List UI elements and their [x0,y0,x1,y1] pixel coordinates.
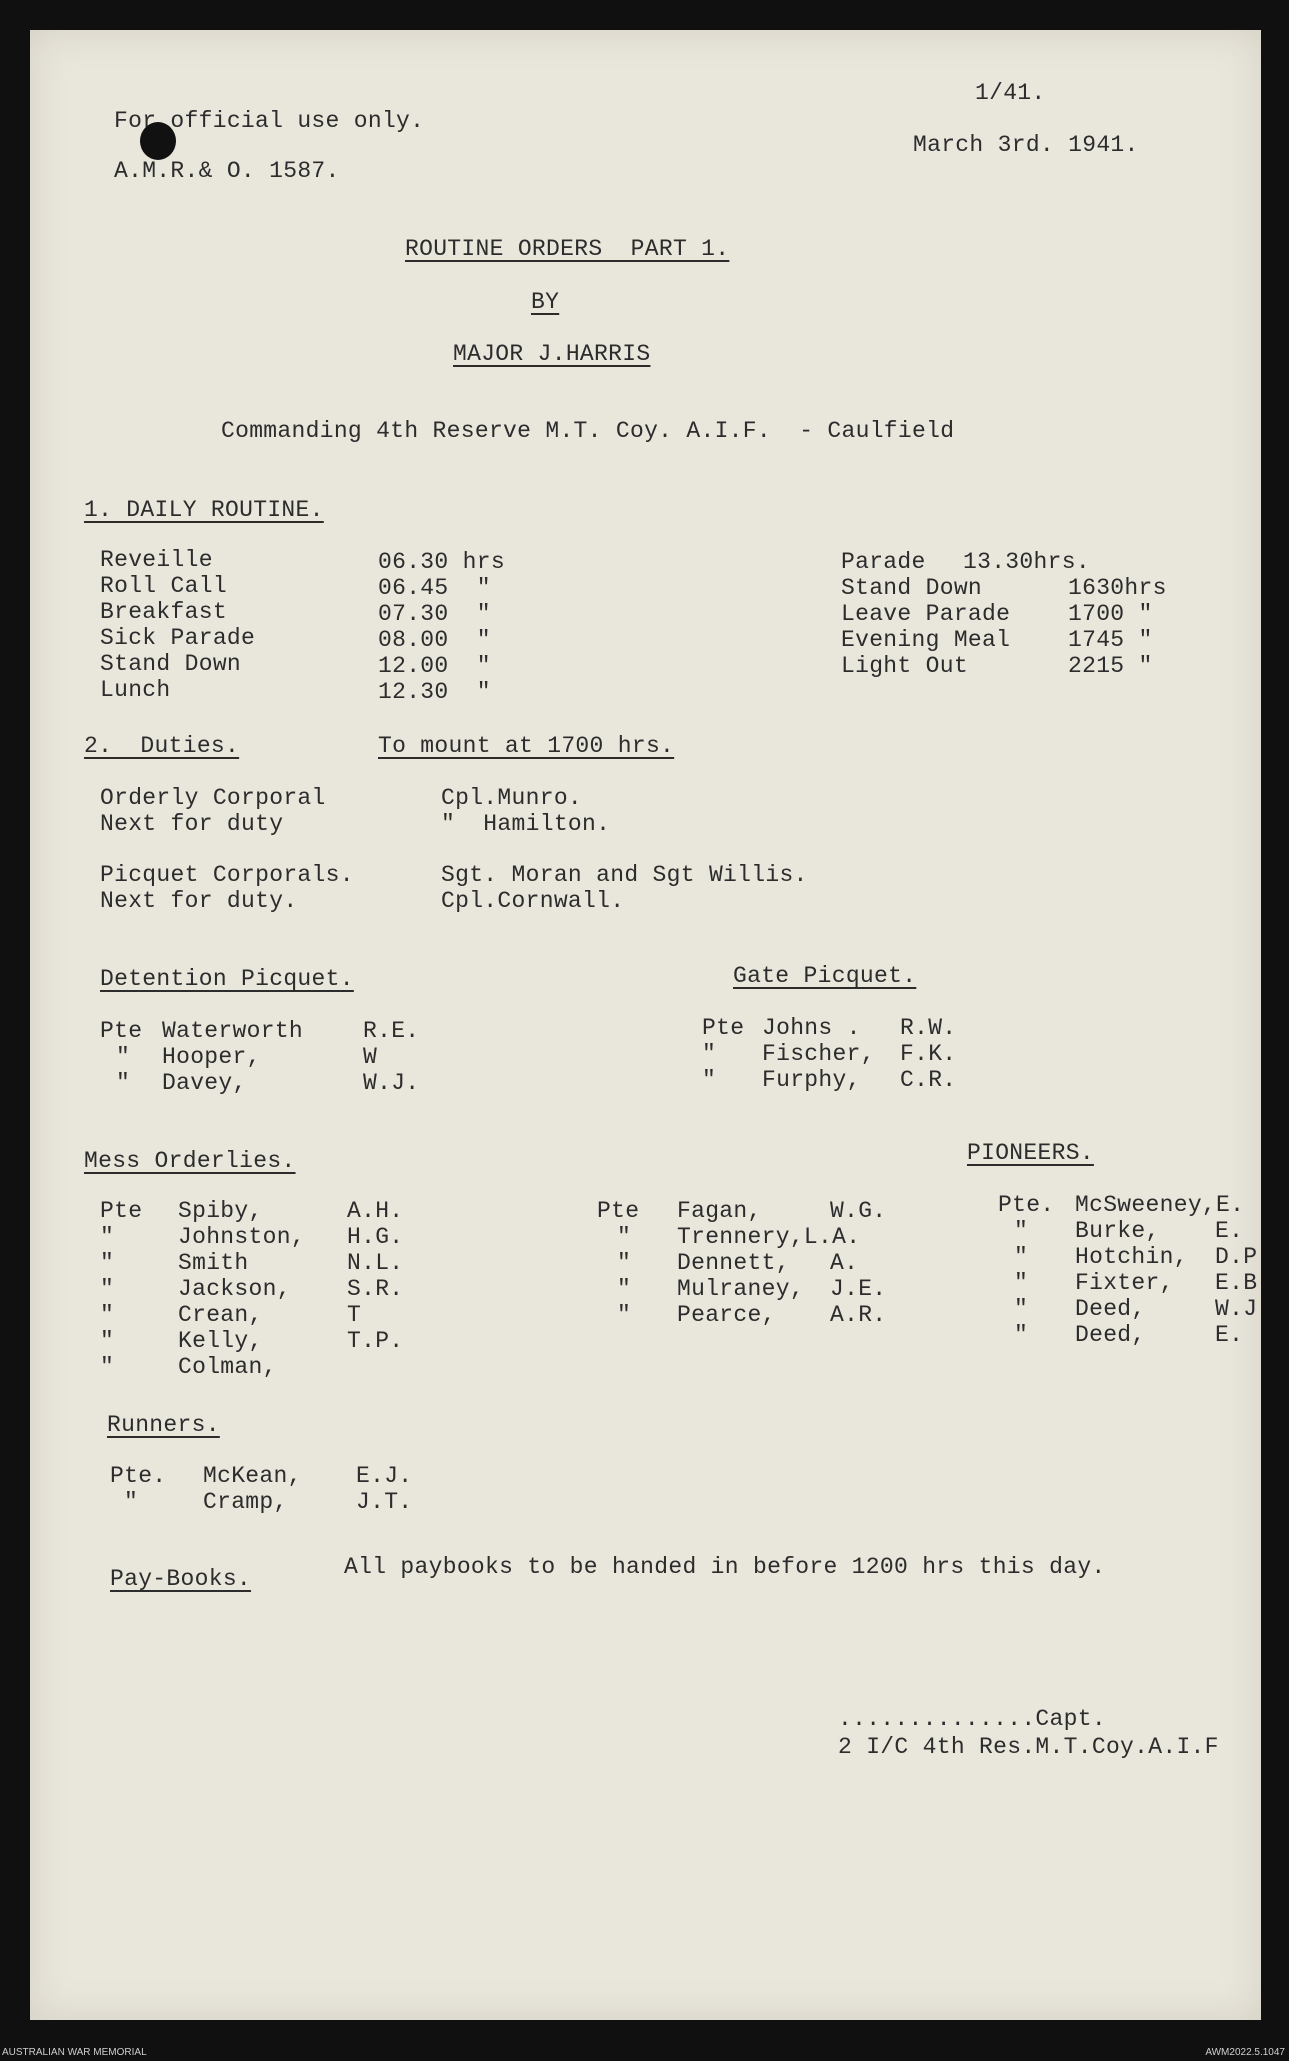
order-date: March 3rd. 1941. [913,132,1139,158]
rank: Pte [100,1198,143,1224]
rank: Pte. [998,1192,1055,1218]
duty-label: Picquet Corporals. [100,862,354,888]
initials: J.T. [356,1489,413,1515]
surname: Mulraney, [677,1276,804,1302]
rank: Pte [597,1198,640,1224]
routine-label: Reveille [100,547,213,573]
routine-label: Roll Call [100,573,227,599]
surname: Hooper, [162,1044,261,1070]
initials: W [363,1044,378,1070]
rank: " [116,1070,131,1096]
surname: Cramp, [203,1489,288,1515]
rank: Pte [100,1018,143,1044]
paybooks-instruction: All paybooks to be handed in before 1200 hrs this day. [344,1554,1106,1580]
daily-routine-heading: 1. DAILY ROUTINE. [84,497,324,523]
rank: " [100,1302,115,1328]
surname: Spiby, [178,1198,263,1224]
initials: W.J [1215,1296,1258,1322]
duty-label: Next for duty. [100,888,298,914]
mount-time: To mount at 1700 hrs. [378,733,675,759]
surname: McSweeney,E. [1075,1192,1245,1218]
duty-value: Sgt. Moran and Sgt Willis. [441,862,808,888]
routine-time: 08.00 " [378,627,491,653]
initials: E.B [1215,1270,1258,1296]
initials: E. [1215,1218,1244,1244]
pioneers-heading: PIONEERS. [967,1140,1094,1166]
initials: A.R. [830,1302,887,1328]
initials: W.J. [363,1070,420,1096]
rank: " [1014,1270,1029,1296]
routine-time: 1745 " [1068,627,1153,653]
order-number: 1/41. [975,80,1046,106]
rank: " [116,1044,131,1070]
rank: " [100,1276,115,1302]
initials: A.H. [347,1198,404,1224]
initials: D.P [1215,1244,1258,1270]
routine-label: Leave Parade [841,601,1011,627]
routine-label: Stand Down [100,651,242,677]
initials: E.J. [356,1463,413,1489]
routine-time: 2215 " [1068,653,1153,679]
initials: S.R. [347,1276,404,1302]
routine-label: Light Out [841,653,968,679]
surname: Trennery,L.A. [677,1224,861,1250]
reference-number: A.M.R.& O. 1587. [114,158,340,184]
rank: " [100,1354,115,1380]
surname: McKean, [203,1463,302,1489]
gate-picquet-heading: Gate Picquet. [733,963,917,989]
official-use-note: For official use only. [114,108,425,134]
rank: " [617,1224,632,1250]
rank: " [617,1250,632,1276]
paybooks-heading: Pay-Books. [110,1566,252,1592]
initials: J.E. [830,1276,887,1302]
routine-time: 12.00 " [378,653,491,679]
surname: Davey, [162,1070,247,1096]
initials: C.R. [900,1067,957,1093]
duties-heading: 2. Duties. [84,733,240,759]
runners-heading: Runners. [107,1412,220,1438]
surname: Deed, [1075,1296,1146,1322]
rank: Pte. [110,1463,167,1489]
initials: H.G. [347,1224,404,1250]
routine-time: 12.30 " [378,679,491,705]
rank: " [1014,1218,1029,1244]
routine-label: Parade [841,549,926,575]
rank: " [1014,1322,1029,1348]
duty-value: Cpl.Munro. [441,785,583,811]
initials: F.K. [900,1041,957,1067]
rank: Pte [702,1015,745,1041]
initials: R.W. [900,1015,957,1041]
routine-label: Evening Meal [841,627,1011,653]
rank: " [617,1276,632,1302]
unit-line: Commanding 4th Reserve M.T. Coy. A.I.F. - Caulfield [221,418,955,444]
surname: Johns . [762,1015,861,1041]
archive-credit: AUSTRALIAN WAR MEMORIAL [2,2047,147,2058]
surname: Deed, [1075,1322,1146,1348]
surname: Crean, [178,1302,263,1328]
surname: Fixter, [1075,1270,1174,1296]
detention-picquet-heading: Detention Picquet. [100,966,354,992]
signature-line: ..............Capt. [838,1706,1106,1732]
title-by: BY [531,289,560,315]
routine-label: Sick Parade [100,625,256,651]
signature-title: 2 I/C 4th Res.M.T.Coy.A.I.F [838,1734,1219,1760]
surname: Waterworth [162,1018,304,1044]
initials: T.P. [347,1328,404,1354]
surname: Johnston, [178,1224,305,1250]
routine-time: 06.30 hrs [378,549,505,575]
rank: " [100,1250,115,1276]
archive-reference: AWM2022.5.1047 [1205,2047,1285,2058]
routine-label: Lunch [100,677,171,703]
rank: " [702,1041,717,1067]
rank: " [1014,1244,1029,1270]
initials: W.G. [830,1198,887,1224]
routine-time: 1630hrs [1068,575,1167,601]
surname: Smith [178,1250,249,1276]
routine-label: Stand Down [841,575,983,601]
duty-label: Next for duty [100,811,284,837]
initials: T [347,1302,362,1328]
surname: Fagan, [677,1198,762,1224]
surname: Kelly, [178,1328,263,1354]
surname: Pearce, [677,1302,776,1328]
routine-time: 07.30 " [378,601,491,627]
surname: Hotchin, [1075,1244,1188,1270]
rank: " [617,1302,632,1328]
surname: Fischer, [762,1041,875,1067]
document-title: ROUTINE ORDERS PART 1. [405,236,730,262]
routine-label: Breakfast [100,599,227,625]
surname: Furphy, [762,1067,861,1093]
commander-name: MAJOR J.HARRIS [453,341,651,367]
duty-value: Cpl.Cornwall. [441,888,625,914]
rank: " [702,1067,717,1093]
routine-time: 13.30hrs. [963,549,1090,575]
rank: " [100,1328,115,1354]
initials: N.L. [347,1250,404,1276]
surname: Dennett, [677,1250,790,1276]
surname: Colman, [178,1354,277,1380]
initials: R.E. [363,1018,420,1044]
routine-time: 06.45 " [378,575,491,601]
duty-value: " Hamilton. [441,811,611,837]
mess-orderlies-heading: Mess Orderlies. [84,1148,296,1174]
surname: Burke, [1075,1218,1160,1244]
duty-label: Orderly Corporal [100,785,326,811]
rank: " [100,1224,115,1250]
routine-time: 1700 " [1068,601,1153,627]
surname: Jackson, [178,1276,291,1302]
rank: " [124,1489,139,1515]
initials: A. [830,1250,859,1276]
rank: " [1014,1296,1029,1322]
initials: E. [1215,1322,1244,1348]
